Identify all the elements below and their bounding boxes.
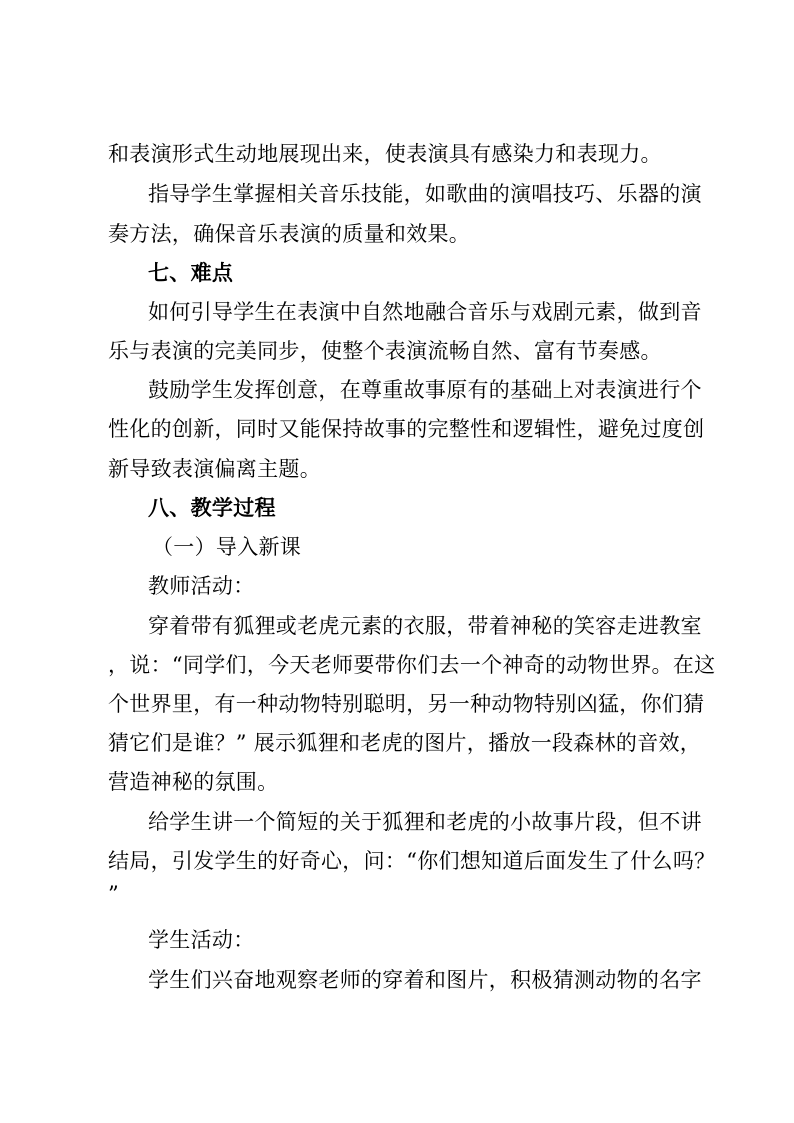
paragraph-line: ，说：“同学们，今天老师要带你们去一个神奇的动物世界。在这 (108, 653, 716, 677)
paragraph-line: 乐与表演的完美同步，使整个表演流畅自然、富有节奏感。 (108, 339, 662, 363)
paragraph-line: 学生们兴奋地观察老师的穿着和图片，积极猜测动物的名字 (148, 968, 702, 992)
paragraph-line: 性化的创新，同时又能保持故事的完整性和逻辑性，避免过度创 (108, 417, 705, 441)
subsection-heading-introduction: （一）导入新课 (152, 535, 302, 559)
paragraph-line: 教师活动： (148, 574, 255, 598)
paragraph-line: 学生活动： (148, 928, 255, 952)
paragraph-line: 奏方法，确保音乐表演的质量和效果。 (108, 222, 471, 246)
paragraph-line: 和表演形式生动地展现出来，使表演具有感染力和表现力。 (108, 142, 662, 166)
paragraph-line: 鼓励学生发挥创意，在尊重故事原有的基础上对表演进行个 (148, 378, 702, 402)
paragraph-line: 猜它们是谁？” 展示狐狸和老虎的图片，播放一段森林的音效， (108, 731, 702, 755)
paragraph-line: 结局，引发学生的好奇心，问：“你们想知道后面发生了什么吗？ (108, 849, 716, 873)
paragraph-line: 穿着带有狐狸或老虎元素的衣服，带着神秘的笑容走进教室 (148, 614, 702, 638)
paragraph-line: 如何引导学生在表演中自然地融合音乐与戏剧元素，做到音 (148, 300, 702, 324)
section-heading-teaching-process: 八、教学过程 (148, 496, 276, 520)
paragraph-line: ” (108, 882, 120, 906)
paragraph-line: 个世界里，有一种动物特别聪明，另一种动物特别凶猛，你们猜 (108, 692, 705, 716)
section-heading-difficulties: 七、难点 (148, 261, 234, 285)
paragraph-line: 新导致表演偏离主题。 (108, 457, 321, 481)
paragraph-line: 指导学生掌握相关音乐技能，如歌曲的演唱技巧、乐器的演 (148, 182, 702, 206)
paragraph-line: 给学生讲一个简短的关于狐狸和老虎的小故事片段，但不讲 (148, 810, 702, 834)
paragraph-line: 营造神秘的氛围。 (108, 770, 279, 794)
